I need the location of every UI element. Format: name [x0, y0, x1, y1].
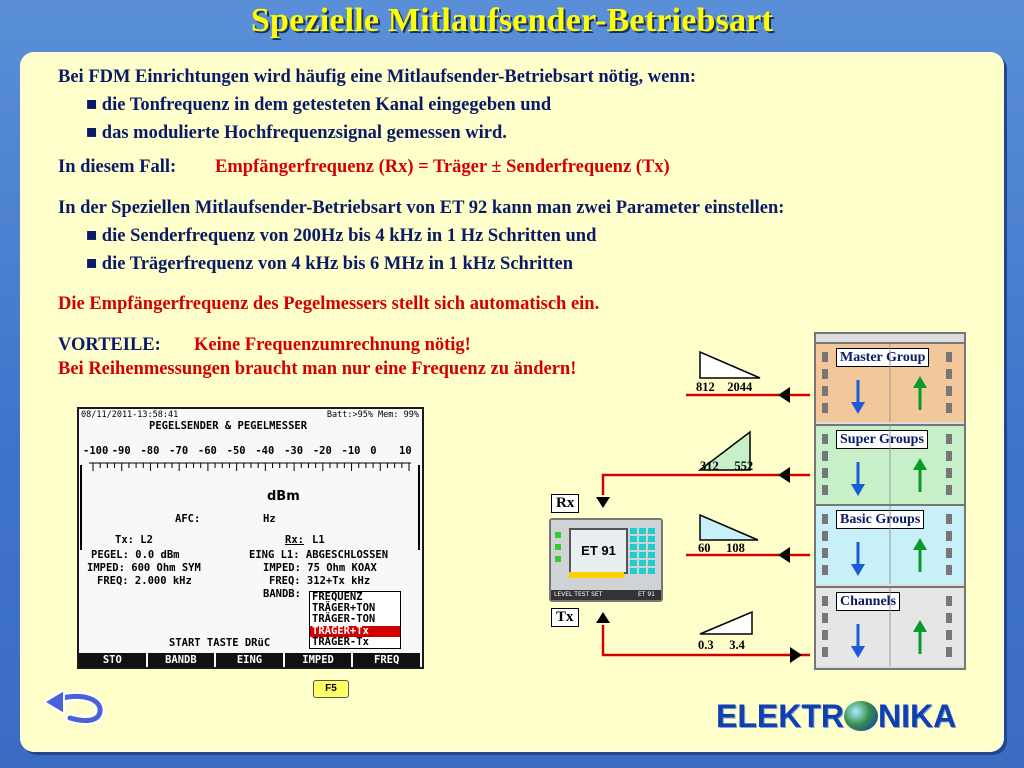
keypad-key	[648, 536, 655, 542]
auto-text: Die Empfängerfrequenz des Pegelmessers stellt sich automatisch ein.	[58, 294, 600, 314]
function-key[interactable]: EING	[216, 653, 285, 667]
bandb-label: BANDB:	[263, 588, 301, 600]
keypad-key	[630, 568, 637, 574]
start-prompt: START TASTE DRüC	[169, 637, 271, 649]
keypad-key	[648, 560, 655, 566]
keypad-key	[630, 536, 637, 542]
fdm-hierarchy	[814, 332, 966, 670]
screen-status: Batt:>95% Mem: 99%	[326, 410, 419, 420]
scale-label: -70	[169, 445, 189, 457]
case-label: In diesem Fall:	[58, 157, 177, 177]
freq-left: FREQ: 2.000 kHz	[97, 575, 192, 587]
scale-label: -100	[83, 445, 109, 457]
rx-label: Rx:	[285, 534, 304, 546]
menu-item[interactable]: TRÄGER+Tx	[310, 626, 400, 637]
function-key[interactable]: IMPED	[285, 653, 354, 667]
menu-item[interactable]: TRÄGER+TON	[312, 602, 376, 615]
pegel-line: PEGEL: 0.0 dBm	[91, 549, 180, 561]
afc-unit: Hz	[263, 513, 276, 525]
function-key[interactable]: BANDB	[148, 653, 217, 667]
keypad-key	[648, 544, 655, 550]
scale-label: 10	[399, 445, 412, 457]
keypad-key	[639, 544, 646, 550]
scale-label: -50	[226, 445, 246, 457]
basic-groups-freqs: 60 108	[698, 541, 745, 555]
rx-box: Rx	[551, 494, 579, 513]
eing-line: EING L1: ABGESCHLOSSEN	[249, 549, 389, 561]
group-label: Basic Groups	[836, 510, 924, 529]
screen-date: 08/11/2011-13:58:41	[81, 410, 179, 420]
rx-value: L1	[312, 534, 325, 546]
keypad-key	[630, 528, 637, 534]
device-led	[555, 544, 561, 550]
keypad-key	[639, 528, 646, 534]
vorteile-2: Bei Reihenmessungen braucht man nur eine Frequenz zu ändern!	[58, 359, 577, 379]
device-led	[555, 532, 561, 538]
globe-icon	[844, 701, 878, 731]
param-1: ■ die Senderfrequenz von 200Hz bis 4 kHz in 1 Hz Schritten und	[86, 226, 597, 246]
afc-label: AFC:	[175, 513, 201, 525]
scale-label: -60	[197, 445, 217, 457]
group-label: Channels	[836, 592, 900, 611]
param-2: ■ die Trägerfrequenz von 4 kHz bis 6 MHz in 1 kHz Schritten	[86, 254, 574, 274]
page-title: Spezielle Mitlaufsender-Betriebsart	[250, 2, 774, 39]
imped-left: IMPED: 600 Ohm SYM	[87, 562, 201, 574]
keypad-key	[639, 552, 646, 558]
group-block	[816, 342, 964, 422]
keypad-key	[648, 552, 655, 558]
direction-arrows	[816, 506, 964, 584]
et91-device	[549, 518, 663, 602]
device-led	[555, 556, 561, 562]
keypad-key	[630, 560, 637, 566]
scale-label: -20	[312, 445, 332, 457]
screen-heading: PEGELSENDER & PEGELMESSER	[149, 420, 308, 432]
group-block	[816, 424, 964, 504]
scale-label: -40	[255, 445, 275, 457]
device-keypad	[630, 528, 658, 580]
vorteile-1: Keine Frequenzumrechnung nötig!	[194, 335, 471, 355]
keypad-key	[630, 552, 637, 558]
master-group-freqs: 812 2044	[696, 380, 753, 394]
f5-key[interactable]: F5	[313, 680, 349, 698]
group-block	[816, 586, 964, 666]
group-label: Master Group	[836, 348, 929, 367]
freq-right: FREQ: 312+Tx kHz	[269, 575, 371, 587]
scale-label: 0	[370, 445, 377, 457]
tx-box: Tx	[551, 608, 579, 627]
channels-freqs: 0.3 3.4	[698, 638, 745, 652]
function-key[interactable]: STO	[79, 653, 148, 667]
params-intro: In der Speziellen Mitlaufsender-Betriebsart von ET 92 kann man zwei Parameter einstellen:	[58, 198, 785, 218]
case-formula: Empfängerfrequenz (Rx) = Träger ± Senderfrequenz (Tx)	[215, 157, 670, 177]
keypad-key	[648, 528, 655, 534]
intro-text: Bei FDM Einrichtungen wird häufig eine Mitlaufsender-Betriebsart nötig, wenn:	[58, 67, 697, 87]
direction-arrows	[816, 588, 964, 666]
scale-label: -80	[140, 445, 160, 457]
vorteile-label: VORTEILE:	[58, 335, 161, 355]
direction-arrows	[816, 344, 964, 422]
group-block	[816, 504, 964, 584]
keypad-key	[648, 568, 655, 574]
keypad-key	[639, 536, 646, 542]
scale-label: -10	[341, 445, 361, 457]
keypad-key	[639, 560, 646, 566]
elektronika-logo: ELEKTR NIKA	[716, 698, 957, 734]
scale-label: -90	[111, 445, 131, 457]
imped-right: IMPED: 75 Ohm KOAX	[263, 562, 377, 574]
direction-arrows	[816, 426, 964, 504]
menu-item[interactable]: TRÄGER-Tx	[312, 635, 369, 648]
bullet-2: ■ das modulierte Hochfrequenzsignal gemessen wird.	[86, 123, 507, 143]
tx-label: Tx: L2	[115, 534, 153, 546]
scale-label: -30	[284, 445, 304, 457]
function-key[interactable]: FREQ	[353, 653, 422, 667]
menu-item[interactable]: TRÄGER-TON	[312, 613, 376, 626]
keypad-key	[630, 544, 637, 550]
device-footer: LEVEL TEST SET ET 91	[551, 590, 661, 600]
back-arrow-icon[interactable]	[44, 690, 106, 728]
super-groups-freqs: 312 552	[700, 459, 754, 473]
device-display: ET 91	[569, 528, 628, 574]
bullet-1: ■ die Tonfrequenz in dem getesteten Kanal eingegeben und	[86, 95, 552, 115]
keypad-key	[639, 568, 646, 574]
unit-label: dBm	[267, 489, 300, 504]
device-keys	[569, 572, 624, 578]
menu-item[interactable]: FREQUENZ	[312, 591, 363, 603]
group-label: Super Groups	[836, 430, 928, 449]
